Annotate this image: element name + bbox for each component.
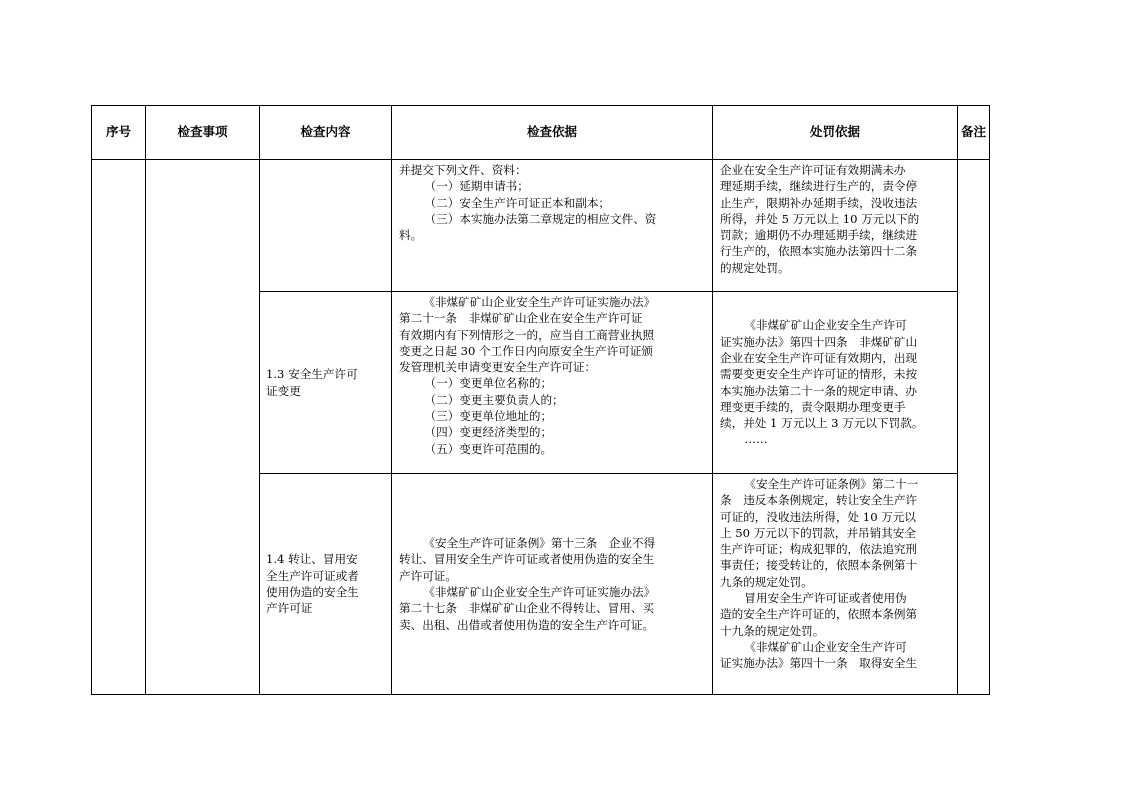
penalty-line: 《安全生产许可证条例》第二十一 bbox=[744, 477, 919, 491]
penalty-line: …… bbox=[744, 432, 768, 447]
header-content: 检查内容 bbox=[260, 106, 392, 160]
basis-line: 发管理机关申请变更安全生产许可证： bbox=[399, 360, 597, 375]
content-line: 1.3 安全生产许可 bbox=[266, 367, 358, 382]
content-line: 全生产许可证或者 bbox=[266, 568, 359, 583]
header-item: 检查事项 bbox=[146, 106, 260, 160]
penalty-line: 罚款；逾期仍不办理延期手续，继续进 bbox=[720, 228, 918, 243]
penalty-line: 理延期手续，继续进行生产的，责令停 bbox=[720, 179, 918, 194]
basis-line: （三）本实施办法第二章规定的相应文件、资 bbox=[424, 211, 657, 226]
basis-line: （二）变更主要负责人的； bbox=[424, 392, 564, 407]
penalty-line: 可证的，没收违法所得，处 10 万元以 bbox=[720, 509, 917, 524]
cell-content bbox=[260, 474, 392, 695]
header-no: 序号 bbox=[92, 106, 146, 160]
content-line: 证变更 bbox=[266, 383, 301, 398]
penalty-line: 企业在安全生产许可证有效期满未办 bbox=[720, 163, 906, 177]
cell-note bbox=[958, 160, 990, 695]
penalty-line: 需要变更安全生产许可证的情形，未按 bbox=[720, 367, 918, 382]
basis-line: （三）变更单位地址的； bbox=[424, 409, 553, 424]
basis-line: 第二十七条 非煤矿矿山企业不得转让、冒用、买 bbox=[399, 601, 655, 616]
cell-no bbox=[92, 160, 146, 695]
basis-line: 《安全生产许可证条例》第十三条 企业不得 bbox=[423, 536, 656, 551]
basis-line: 转让、冒用安全生产许可证或者使用伪造的安全生 bbox=[399, 552, 655, 567]
cell-content bbox=[260, 160, 392, 292]
content-line: 1.4 转让、冒用安 bbox=[266, 552, 358, 567]
basis-line: 第二十一条 非煤矿矿山企业在安全生产许可证 bbox=[399, 311, 643, 326]
penalty-line: 企业在安全生产许可证有效期内，出现 bbox=[720, 350, 918, 365]
penalty-line: 生产许可证；构成犯罪的，依法追究刑 bbox=[720, 542, 918, 557]
penalty-line: 行生产的，依照本实施办法第四十二条 bbox=[720, 244, 918, 259]
basis-line: 料。 bbox=[399, 228, 423, 243]
cell-penalty bbox=[713, 474, 958, 695]
cell-basis bbox=[392, 474, 713, 695]
content-line: 使用伪造的安全生 bbox=[266, 585, 359, 599]
penalty-line: 证实施办法》第四十一条 取得安全生 bbox=[720, 656, 918, 671]
basis-line: （一）变更单位名称的； bbox=[424, 376, 553, 391]
content-line: 产许可证 bbox=[266, 601, 313, 616]
cell-penalty bbox=[713, 160, 958, 292]
penalty-line: 冒用安全生产许可证或者使用伪 bbox=[744, 591, 907, 606]
basis-line: 有效期内有下列情形之一的，应当自工商营业执照 bbox=[399, 327, 655, 342]
basis-line: 产许可证。 bbox=[399, 568, 457, 583]
table-row bbox=[92, 160, 990, 292]
table-header-row bbox=[92, 106, 990, 160]
cell-basis bbox=[392, 292, 713, 474]
basis-line: 《非煤矿矿山企业安全生产许可证实施办法》 bbox=[423, 295, 656, 309]
penalty-line: 九条的规定处罚。 bbox=[720, 574, 813, 589]
penalty-line: 《非煤矿矿山企业安全生产许可 bbox=[744, 318, 907, 333]
penalty-line: 事责任；接受转让的，依照本条例第十 bbox=[720, 558, 918, 573]
basis-line: （四）变更经济类型的； bbox=[424, 425, 553, 440]
penalty-line: 的规定处罚。 bbox=[720, 260, 790, 275]
cell-item bbox=[146, 160, 260, 695]
basis-line: （一）延期申请书； bbox=[424, 179, 529, 194]
basis-line: 变更之日起 30 个工作日内向原安全生产许可证颁 bbox=[399, 343, 653, 358]
penalty-line: 造的安全生产许可证的，依照本条例第 bbox=[720, 607, 918, 622]
penalty-line: 《非煤矿矿山企业安全生产许可 bbox=[744, 639, 907, 654]
cell-penalty bbox=[713, 292, 958, 474]
header-penalty: 处罚依据 bbox=[713, 106, 958, 160]
penalty-line: 证实施办法》第四十四条 非煤矿矿山 bbox=[720, 334, 918, 349]
penalty-line: 本实施办法第二十一条的规定申请、办 bbox=[720, 383, 918, 398]
penalty-line: 续，并处 1 万元以上 3 万元以下罚款。 bbox=[720, 416, 924, 431]
penalty-line: 上 50 万元以下的罚款，并吊销其安全 bbox=[720, 525, 917, 540]
basis-line: 并提交下列文件、资料： bbox=[399, 163, 527, 177]
penalty-line: 所得，并处 5 万元以上 10 万元以下的 bbox=[720, 211, 920, 226]
penalty-line: 理变更手续的，责令限期办理变更手 bbox=[720, 399, 906, 414]
inspection-table bbox=[91, 105, 990, 695]
basis-line: （五）变更许可范围的。 bbox=[424, 441, 553, 456]
penalty-line: 十九条的规定处罚。 bbox=[720, 623, 825, 638]
header-note: 备注 bbox=[958, 106, 990, 160]
basis-line: 卖、出租、出借或者使用伪造的安全生产许可证。 bbox=[399, 617, 655, 632]
cell-basis bbox=[392, 160, 713, 292]
penalty-line: 条 违反本条例规定，转让安全生产许 bbox=[720, 493, 918, 508]
basis-line: （二）安全生产许可证正本和副本； bbox=[424, 195, 611, 210]
cell-content bbox=[260, 292, 392, 474]
penalty-line: 止生产，限期补办延期手续，没收违法 bbox=[720, 195, 918, 210]
header-basis: 检查依据 bbox=[392, 106, 713, 160]
basis-line: 《非煤矿矿山企业安全生产许可证实施办法》 bbox=[423, 585, 656, 599]
